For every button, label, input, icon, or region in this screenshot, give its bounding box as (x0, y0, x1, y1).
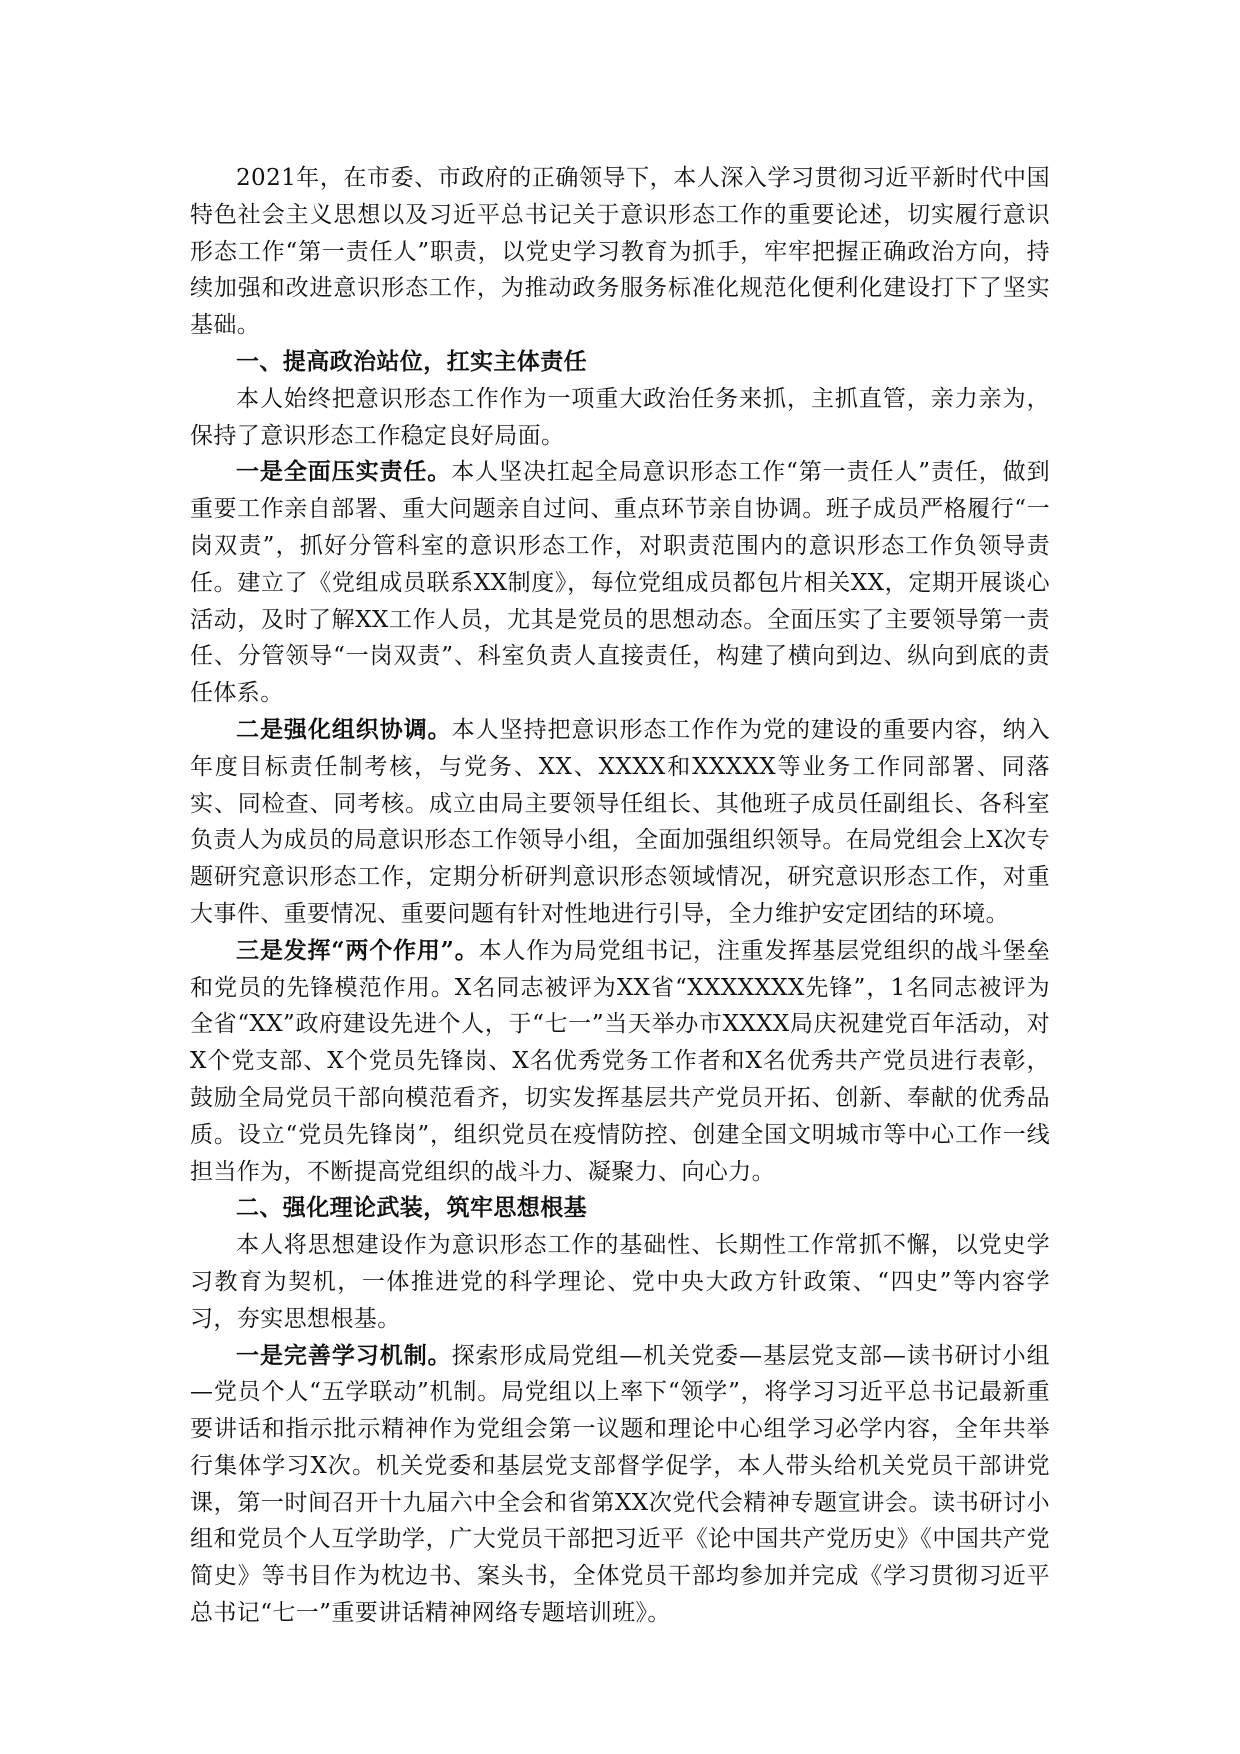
section-1-item-1 (190, 454, 1050, 712)
section-1-item-3-lead: 三是发挥“两个作用”。 (236, 936, 479, 964)
section-1-item-3-text: 本人作为局党组书记，注重发挥基层党组织的战斗堡垒和党员的先锋模范作用。X名同志被评为XX省“XXXXXXX先锋”，1名同志被评为全省“XX”政府建设先进个人，于“七一”当天举办市XXXX局庆祝建党百年活动，对X个党支部、X个党员先锋岗、X名优秀党务工作者和X名优秀共产党员进行表彰，鼓励全局党员干部向模范看齐，切实发挥基层共产党员开拓、创新、奉献的优秀品质。设立“党员先锋岗”，组织党员在疫情防控、创建全国文明城市等中心工作一线担当作为，不断提高党组织的战斗力、凝聚力、向心力。 (190, 937, 1050, 1185)
section-1-intro-text: 本人始终把意识形态工作作为一项重大政治任务来抓，主抓直管，亲力亲为，保持了意识形态工作稳定良好局面。 (190, 385, 1050, 449)
section-1-item-2-text: 本人坚持把意识形态工作作为党的建设的重要内容，纳入年度目标责任制考核，与党务、XX、XXXX和XXXXX等业务工作同部署、同落实、同检查、同考核。成立由局主要领导任组长、其他班子成员任副组长、各科室负责人为成员的局意识形态工作领导小组，全面加强组织领导。在局党组会上X次专题研究意识形态工作，定期分析研判意识形态领域情况，研究意识形态工作，对重大事件、重要情况、重要问题有针对性地进行引导，全力维护安定团结的环境。 (190, 716, 1050, 927)
intro-paragraph (190, 160, 1050, 344)
section-1-item-1-text: 本人坚决扛起全局意识形态工作“第一责任人”责任，做到重要工作亲自部署、重大问题亲自过问、重点环节亲自协调。班子成员严格履行“一岗双责”，抓好分管科室的意识形态工作，对职责范围内的意识形态工作负领导责任。建立了《党组成员联系XX制度》，每位党组成员都包片相关XX，定期开展谈心活动，及时了解XX工作人员，尤其是党员的思想动态。全面压实了主要领导第一责任、分管领导“一岗双责”、科室负责人直接责任，构建了横向到边、纵向到底的责任体系。 (190, 459, 1050, 707)
section-1-intro (190, 381, 1050, 455)
section-2-intro-text: 本人将思想建设作为意识形态工作的基础性、长期性工作常抓不懈，以党史学习教育为契机，一体推进党的科学理论、党中央大政方针政策、“四史”等内容学习，夯实思想根基。 (190, 1232, 1050, 1332)
section-1-heading: 一、提高政治站位，扛实主体责任 (236, 347, 587, 375)
section-2-intro (190, 1227, 1050, 1337)
section-1-item-3 (190, 933, 1050, 1191)
document-page (190, 160, 1050, 1632)
section-2-item-1-lead: 一是完善学习机制。 (236, 1341, 452, 1369)
section-2-item-1-text: 探索形成局党组—机关党委—基层党支部—读书研讨小组—党员个人“五学联动”机制。局党组以上率下“领学”，将学习习近平总书记最新重要讲话和指示批示精神作为党组会第一议题和理论中心组学习必学内容，全年共举行集体学习X次。机关党委和基层党支部督学促学，本人带头给机关党员干部讲党课，第一时间召开十九届六中全会和省第XX次党代会精神专题宣讲会。读书研讨小组和党员个人互学助学，广大党员干部把习近平《论中国共产党历史》《中国共产党简史》等书目作为枕边书、案头书，全体党员干部均参加并完成《学习贯彻习近平总书记“七一”重要讲话精神网络专题培训班》。 (190, 1342, 1050, 1627)
intro-text: 2021年，在市委、市政府的正确领导下，本人深入学习贯彻习近平新时代中国特色社会主义思想以及习近平总书记关于意识形态工作的重要论述，切实履行意识形态工作“第一责任人”职责，以党史学习教育为抓手，牢牢把握正确政治方向，持续加强和改进意识形态工作，为推动政务服务标准化规范化便利化建设打下了坚实基础。 (190, 165, 1050, 339)
section-1-item-2 (190, 712, 1050, 933)
section-1-item-2-lead: 二是强化组织协调。 (236, 715, 452, 743)
section-1-item-1-lead: 一是全面压实责任。 (236, 458, 452, 486)
section-2-item-1 (190, 1338, 1050, 1632)
section-2-heading: 二、强化理论武装，筑牢思想根基 (236, 1194, 587, 1222)
